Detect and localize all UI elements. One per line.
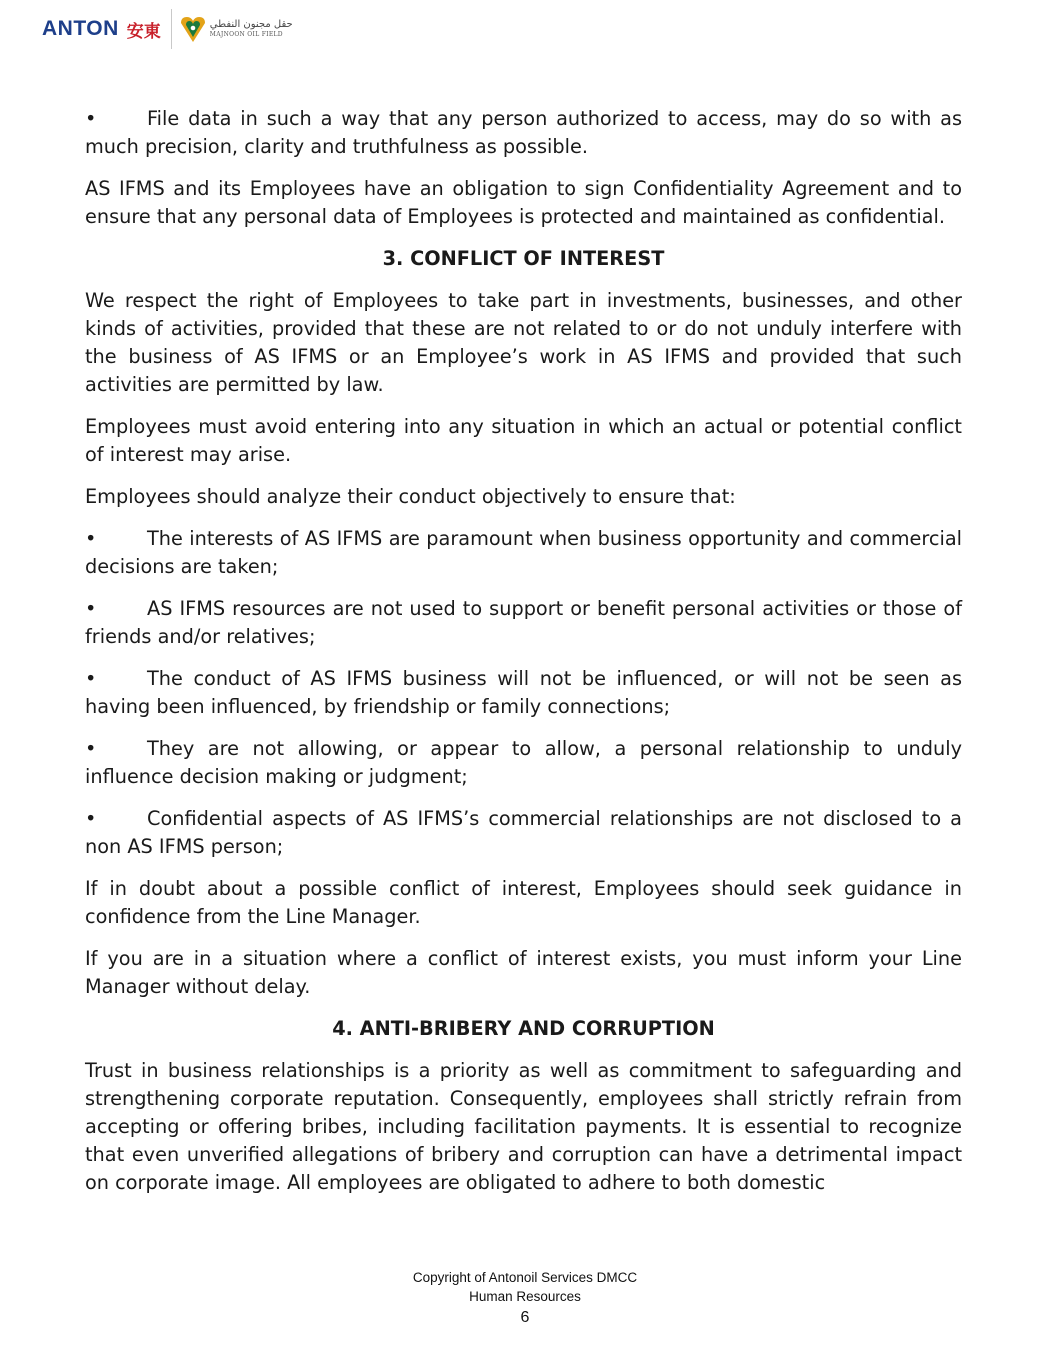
bullet-text: File data in such a way that any person authorized to access, may do so with as much precision, clarity and truthfulness as possible. xyxy=(85,107,962,158)
majnoon-arabic-name: حقل مجنون النفطي xyxy=(209,19,293,30)
footer-copyright: Copyright of Antonoil Services DMCC xyxy=(412,1270,638,1285)
paragraph-analyze-conduct: Employees should analyze their conduct objectively to ensure that: xyxy=(85,485,736,508)
section-heading-anti-bribery: 4. ANTI-BRIBERY AND CORRUPTION xyxy=(332,1017,715,1040)
bullet-icon: • xyxy=(85,527,97,550)
paragraph-doubt: If in doubt about a possible conflict of interest, Employees should seek guidance in confidence from the Line Manager. xyxy=(85,877,962,928)
bullet-text: They are not allowing, or appear to allow, a personal relationship to unduly influence decision making or judgment; xyxy=(85,737,962,788)
bullet-icon: • xyxy=(85,667,97,690)
bullet-item-confidential xyxy=(85,805,962,861)
bullet-text: Confidential aspects of AS IFMS’s commercial relationships are not disclosed to a non AS IFMS person; xyxy=(85,807,962,858)
bullet-item-resources xyxy=(85,595,962,651)
bullet-item-conduct xyxy=(85,665,962,721)
paragraph-trust: Trust in business relationships is a priority as well as commitment to safeguarding and strengthening corporate reputation. Consequently, employees shall strictly refrain from accepting or offering bribes, including facilitation payments. It is essential to recognize that even unverified allegations of bribery and corruption can have a detrimental impact on corporate image. All employees are obligated to adhere to both domestic xyxy=(85,1059,962,1194)
bullet-text: AS IFMS resources are not used to support or benefit personal activities or those of friends and/or relatives; xyxy=(85,597,962,648)
paragraph-investments: We respect the right of Employees to take part in investments, businesses, and other kinds of activities, provided that these are not related to or do not unduly interfere with the business of AS IFMS or an Employee’s work in AS IFMS and provided that such activities are permitted by law. xyxy=(85,289,962,396)
bullet-icon: • xyxy=(85,597,97,620)
document-body xyxy=(85,105,962,1211)
anton-logo-chinese: 安東 xyxy=(126,21,161,42)
page-header xyxy=(42,8,293,50)
majnoon-emblem-icon xyxy=(180,15,206,43)
bullet-text: The interests of AS IFMS are paramount when business opportunity and commercial decisions are taken; xyxy=(85,527,962,578)
bullet-icon: • xyxy=(85,107,97,130)
page-footer xyxy=(0,1268,1050,1329)
page-number: 6 xyxy=(520,1309,530,1326)
paragraph-inform-manager: If you are in a situation where a conflict of interest exists, you must inform your Line Manager without delay. xyxy=(85,947,962,998)
paragraph-avoid-conflict: Employees must avoid entering into any situation in which an actual or potential conflict of interest may arise. xyxy=(85,415,962,466)
header-divider xyxy=(171,9,172,49)
bullet-icon: • xyxy=(85,807,97,830)
anton-logo-text: ANTON xyxy=(42,17,119,40)
bullet-icon: • xyxy=(85,737,97,760)
bullet-item-interests xyxy=(85,525,962,581)
bullet-item-file-data xyxy=(85,105,962,161)
majnoon-logo xyxy=(180,15,293,43)
majnoon-english-name: MAJNOON OIL FIELD xyxy=(209,31,283,38)
bullet-text: The conduct of AS IFMS business will not be influenced, or will not be seen as having been influenced, by friendship or family connections; xyxy=(85,667,962,718)
bullet-item-relationship xyxy=(85,735,962,791)
paragraph-confidentiality: AS IFMS and its Employees have an obligation to sign Confidentiality Agreement and to ensure that any personal data of Employees is protected and maintained as confidential. xyxy=(85,177,962,228)
footer-department: Human Resources xyxy=(469,1289,581,1304)
section-heading-conflict-of-interest: 3. CONFLICT OF INTEREST xyxy=(382,247,665,270)
